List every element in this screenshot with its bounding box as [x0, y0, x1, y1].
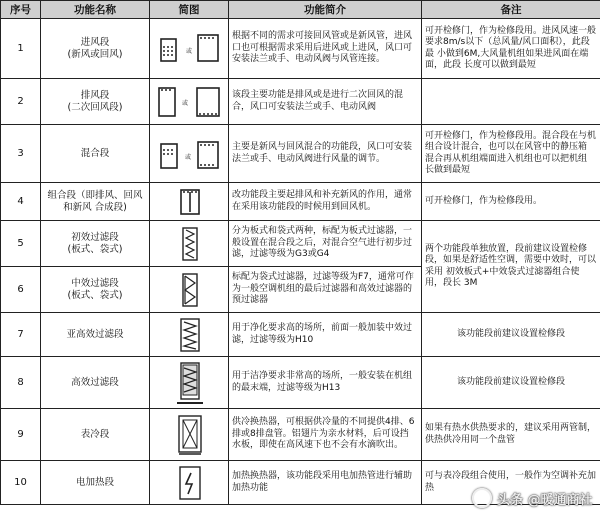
col-header-figure: 简图	[150, 1, 229, 19]
svg-text:或: 或	[185, 153, 192, 161]
svg-text:或: 或	[182, 99, 189, 107]
table-row	[1, 357, 600, 409]
section-name: 排风段 (二次回风段)	[41, 79, 150, 125]
col-header-no: 序号	[1, 1, 41, 19]
section-name: 组合段（即排风、回风和新风 合成段)	[41, 183, 150, 221]
section-remark: 该功能段前建议设置检修段	[422, 313, 600, 357]
col-header-intro: 功能简介	[229, 1, 422, 19]
section-remark: 两个功能段单独放置，段前建议设置检修段，如果是舒适性空调，需要中效时，可以采用 初效板式+中效袋式过滤器组合使用，段长 3M	[422, 221, 600, 313]
row-number: 1	[1, 19, 41, 79]
row-number: 6	[1, 267, 41, 313]
row-number: 4	[1, 183, 41, 221]
row-number: 8	[1, 357, 41, 409]
section-intro: 用于净化要求高的场所，前面一般加装中效过 滤，过滤等级为H10	[229, 313, 422, 357]
section-intro: 根据不同的需求可接回风管或是新风管，进风 口也可根据需求采用后进风或上进风，风口可 安装法兰或手、电动风阀与风管连接。	[229, 19, 422, 79]
section-remark: 可开检修门，作为检修段用。混合段在与机组合设计混合，也可以在风管中的静压箱 混合再从机组端面进入机组也可以把机组 长做到最短	[422, 125, 600, 183]
table-header-row	[1, 1, 600, 19]
section-name: 亚高效过滤段	[41, 313, 150, 357]
table-row	[1, 19, 600, 79]
table-row	[1, 313, 600, 357]
section-name: 高效过滤段	[41, 357, 150, 409]
svg-text:或: 或	[186, 47, 193, 55]
col-header-remark: 备注	[422, 1, 600, 19]
row-number: 10	[1, 461, 41, 505]
row-number: 5	[1, 221, 41, 267]
section-intro: 供冷换热器，可根据供冷量的不同提供4排、6 排或8排盘管。铝翅片为亲水材料，后可设挡 水板，即使在高风速下也不会有水滴吹出。	[229, 409, 422, 461]
col-header-name: 功能名称	[41, 1, 150, 19]
section-remark: 可开检修门，作为检修段用。	[422, 183, 600, 221]
section-name: 表冷段	[41, 409, 150, 461]
section-intro: 用于洁净要求非常高的场所，一般安装在机组 的最末端，过滤等级为H13	[229, 357, 422, 409]
section-name: 电加热段	[41, 461, 150, 505]
cooling-coil-diagram	[150, 409, 229, 461]
section-remark: 该功能段前建议设置检修段	[422, 357, 600, 409]
section-remark: 可与表冷段组合使用，一般作为空调补充加热	[422, 461, 600, 505]
exhaust-section-diagram	[150, 79, 229, 125]
table-row	[1, 409, 600, 461]
combination-section-diagram	[150, 183, 229, 221]
table-row	[1, 221, 600, 267]
toutiao-logo-icon	[472, 488, 492, 508]
section-remark: 如果有热水供热要求的，建议采用两管制，供热供冷用同一个盘管	[422, 409, 600, 461]
primary-filter-diagram	[150, 221, 229, 267]
section-name: 中效过滤段 (板式、袋式)	[41, 267, 150, 313]
sub-hepa-filter-diagram	[150, 313, 229, 357]
table-row	[1, 79, 600, 125]
watermark-text: 头条 @暖通商社	[497, 492, 593, 508]
row-number: 9	[1, 409, 41, 461]
mixing-section-diagram	[150, 125, 229, 183]
section-intro: 改功能段主要起排风和补充新风的作用，通常 在采用该功能段的时候用到回风机。	[229, 183, 422, 221]
row-number: 3	[1, 125, 41, 183]
row-number: 2	[1, 79, 41, 125]
hepa-filter-diagram	[150, 357, 229, 409]
section-name: 进风段 (新风或回风)	[41, 19, 150, 79]
section-remark	[422, 79, 600, 125]
section-name: 初效过滤段 (板式、袋式)	[41, 221, 150, 267]
section-remark: 可开检修门，作为检修段用。进风风速一般 要求8m/s以下（总风量/风口面积），此段最 小做到6M,大风量机组如果进风面在端面，此段 长度可以做到最短	[422, 19, 600, 79]
row-number: 7	[1, 313, 41, 357]
section-intro: 主要是新风与回风混合的功能段，风口可安装 法兰或手、电动风阀进行风量的调节。	[229, 125, 422, 183]
section-intro: 加热换热器，该功能段采用电加热管进行辅助 加热功能	[229, 461, 422, 505]
intake-section-diagram	[150, 19, 229, 79]
table-row	[1, 125, 600, 183]
watermark	[472, 482, 598, 514]
electric-heater-diagram	[150, 461, 229, 505]
table-row	[1, 183, 600, 221]
section-intro: 分为板式和袋式两种，标配为板式过滤器，一 般设置在混合段之后，对混合空气进行初步过 滤，过滤等级为G3或G4	[229, 221, 422, 267]
section-intro: 该段主要功能是排风或是进行二次回风的混合，风口可安装法兰或手、电动风阀	[229, 79, 422, 125]
section-intro: 标配为袋式过滤器，过滤等级为F7，通常可作 为一般空调机组的最后过滤器和高效过滤器的 预过滤器	[229, 267, 422, 313]
medium-filter-diagram	[150, 267, 229, 313]
section-name: 混合段	[41, 125, 150, 183]
